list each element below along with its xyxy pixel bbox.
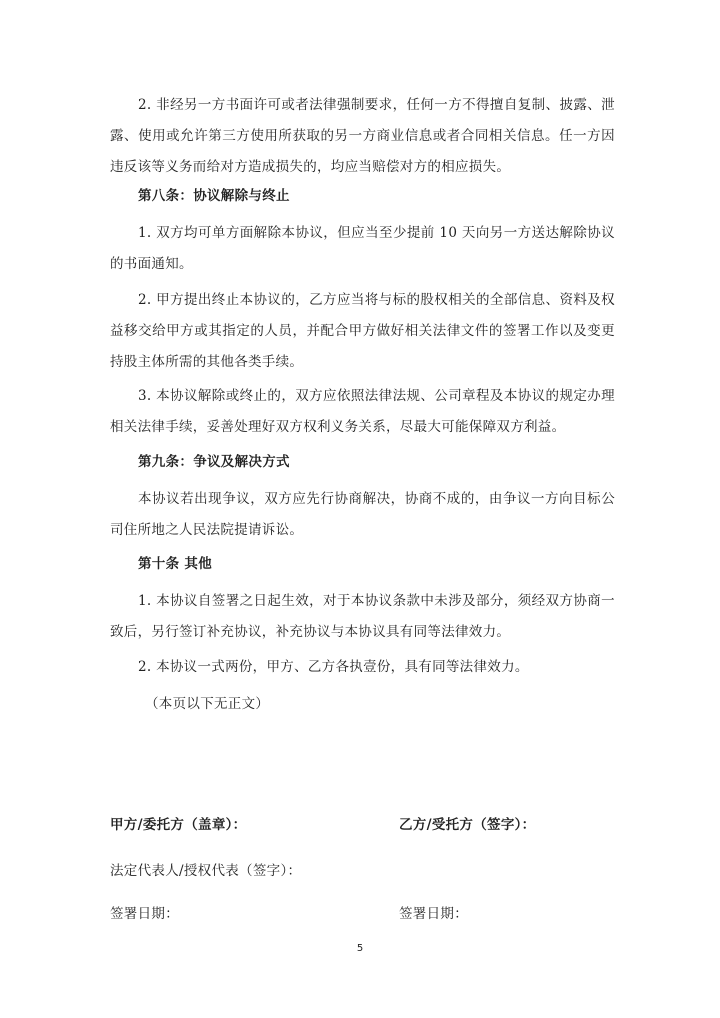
article8-clause3: 3. 本协议解除或终止的，双方应依照法律法规、公司章程及本协议的规定办理相关法律手续，妥善处理好双方权利义务关系，尽最大可能保障双方利益。 xyxy=(110,388,615,435)
party-b-sign-label: 乙方/受托方（签字）： xyxy=(399,817,536,833)
legal-rep-sign-label: 法定代表人/授权代表（签字）： xyxy=(110,863,302,879)
article10-clause2: 2. 本协议一式两份，甲方、乙方各执壹份，具有同等法律效力。 xyxy=(138,659,529,675)
article10-heading: 第十条 其他 xyxy=(138,556,212,572)
article10-clause1: 1. 本协议自签署之日起生效，对于本协议条款中未涉及部分，须经双方协商一致后，另行签订补充协议，补充协议与本协议具有同等法律效力。 xyxy=(110,593,615,640)
page-number: 5 xyxy=(356,943,364,954)
party-a-date-label: 签署日期： xyxy=(110,906,179,922)
article9-body: 本协议若出现争议，双方应先行协商解决，协商不成的，由争议一方向目标公司住所地之人民法院提请诉讼。 xyxy=(110,491,615,538)
no-text-note: （本页以下无正文） xyxy=(145,696,270,712)
party-a-seal-label: 甲方/委托方（盖章）： xyxy=(110,817,247,833)
article7-clause2: 2. 非经另一方书面许可或者法律强制要求，任何一方不得擅自复制、披露、泄露、使用或允许第三方使用所获取的另一方商业信息或者合同相关信息。任一方因违反该等义务而给对方造成损失的，均应当赔偿对方的相应损失。 xyxy=(110,97,615,175)
article8-clause2: 2. 甲方提出终止本协议的，乙方应当将与标的股权相关的全部信息、资料及权益移交给甲方或其指定的人员，并配合甲方做好相关法律文件的签署工作以及变更持股主体所需的其他各类手续。 xyxy=(110,292,615,370)
article8-heading: 第八条：协议解除与终止 xyxy=(138,188,290,204)
article8-clause1: 1. 双方均可单方面解除本协议，但应当至少提前 10 天向另一方送达解除协议的书面通知。 xyxy=(110,225,615,272)
party-b-date-label: 签署日期： xyxy=(399,906,468,922)
article9-heading: 第九条：争议及解决方式 xyxy=(138,454,290,470)
